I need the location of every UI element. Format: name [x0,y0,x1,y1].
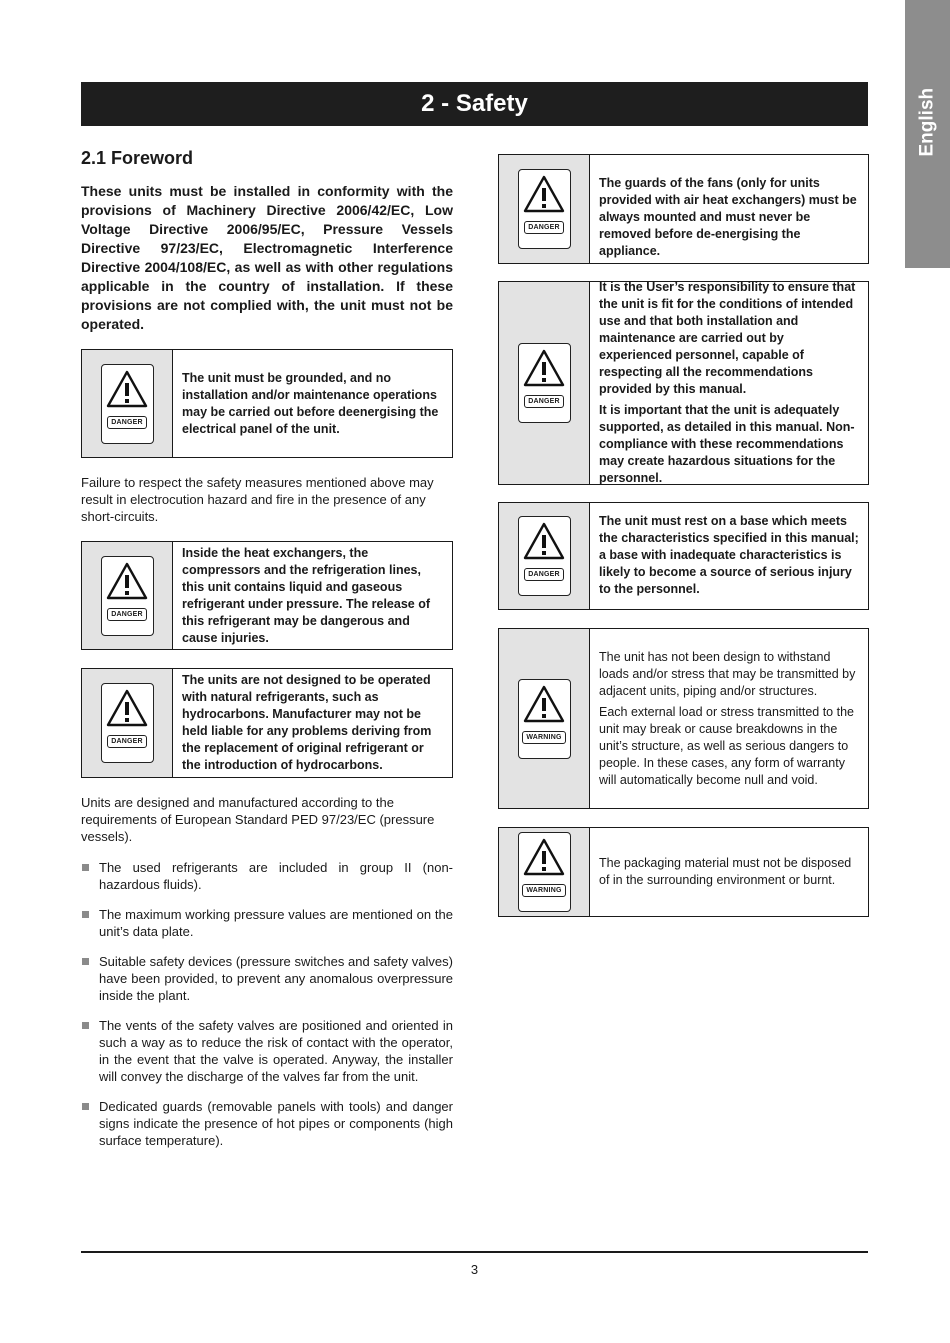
note-paragraph: The guards of the fans (only for units provided with air heat exchangers) must be always mounted and must never be removed before de-energising the appliance. [599,176,857,258]
square-bullet-icon [82,1022,89,1029]
note-icon-cell [82,542,173,649]
danger-note-fan-guards [498,154,869,264]
note-text [590,282,868,484]
warning-triangle-icon [105,369,149,409]
danger-sign [518,169,571,249]
chapter-title-bar [81,82,868,126]
note-text [173,669,452,777]
note-text [590,629,868,808]
square-bullet-icon [82,864,89,871]
note-text [590,828,868,916]
note-text [173,542,452,649]
language-tab [905,0,950,268]
warning-triangle-icon [522,837,566,877]
danger-sign [101,556,154,636]
note-paragraph: The unit must rest on a base which meets the characteristics specified in this manual; a base with inadequate characteristics is likely to become a source of serious injury to the personnel. [599,514,859,596]
sign-label: WARNING [522,884,565,897]
note-text [590,155,868,263]
square-bullet-icon [82,911,89,918]
section-heading: 2.1 Foreword [81,148,194,168]
square-bullet-icon [82,958,89,965]
danger-note-refrigerant [81,541,453,650]
list-item [81,906,453,940]
note-paragraph: The units are not designed to be operated with natural refrigerants, such as hydrocarbons. Manufacturer may not be held liable for any problems deriving from the replacement of original refrigerant or the introduction of hydrocarbons. [182,673,432,772]
danger-note-grounding [81,349,453,458]
warning-triangle-icon [105,561,149,601]
note-paragraph: The unit must be grounded, and no installation and/or maintenance operations may be carried out before deenergising the electrical panel of the unit. [182,370,439,436]
sign-label: DANGER [107,416,147,429]
right-column [498,154,869,917]
note-paragraph: Each external load or stress transmitted to the unit may break or cause breakdowns in the unit’s structure, as well as serious dangers to people. In these cases, any form of warranty will automatically become null and void. [599,704,854,787]
list-item-text: The vents of the safety valves are positioned and oriented in such a way as to reduce the risk of contact with the operator, in the event that the valve is operated. Anyway, the installer will convey the discharge of the valves far from the unit. [99,1018,453,1084]
warning-note-loads [498,628,869,809]
list-item [81,953,453,1004]
note-text [173,350,452,457]
failure-paragraph: Failure to respect the safety measures mentioned above may result in electrocution hazard and fire in the presence of any short-circuits. [81,475,434,524]
note-icon-cell [82,350,173,457]
note-paragraph: The packaging material must not be disposed of in the surrounding environment or burnt. [599,856,852,887]
danger-sign [518,516,571,596]
sign-label: DANGER [524,221,564,234]
danger-sign [518,343,571,423]
warning-sign [518,832,571,912]
danger-sign [101,364,154,444]
sign-label: DANGER [524,568,564,581]
sign-label: DANGER [107,608,147,621]
note-icon-cell [82,669,173,777]
sign-label: DANGER [107,735,147,748]
note-icon-cell [499,282,590,484]
danger-note-base [498,502,869,610]
list-item [81,1017,453,1085]
sign-label: DANGER [524,395,564,408]
list-item [81,1098,453,1149]
left-column [81,148,453,1162]
warning-triangle-icon [105,688,149,728]
note-text [590,503,868,609]
note-icon-cell [499,828,590,916]
page-number: 3 [470,1262,479,1277]
footer-rule [81,1251,868,1253]
note-icon-cell [499,155,590,263]
language-tab-label: English [916,87,938,157]
warning-sign [518,679,571,759]
list-item-text: Dedicated guards (removable panels with tools) and danger signs indicate the presence of hot pipes or components (high surface temperature). [99,1099,453,1148]
danger-note-user-responsibility [498,281,869,485]
list-item [81,859,453,893]
list-item-text: The used refrigerants are included in group II (non-hazardous fluids). [99,860,453,892]
warning-triangle-icon [522,521,566,561]
note-paragraph: The unit has not been design to withstand loads and/or stress that may be transmitted by adjacent units, piping and/or structures. [599,649,856,698]
danger-note-hydrocarbons [81,668,453,778]
chapter-title: 2 - Safety [421,90,528,117]
note-paragraph: It is the User’s responsibility to ensure that the unit is fit for the conditions of intended use and that both installation and maintenance are carried out by experienced personnel, capable of respecting all the recommendations provided by this manual. [599,280,856,396]
warning-triangle-icon [522,684,566,724]
note-paragraph: It is important that the unit is adequately supported, as detailed in this manual. Non-compliance with these recommendations may create hazardous situations for the personnel. [599,403,855,485]
note-icon-cell [499,503,590,609]
intro-paragraph: These units must be installed in conformity with the provisions of Machinery Directive 2006/42/EC, Low Voltage Directive 2006/95/EC, Pressure Vessels Directive 97/23/EC, Electromagnetic Interference Directive 2004/108/EC, as well as with other regulations applicable in the country of installation. If these provisions are not complied with, the unit must not be operated. [81,183,453,332]
ped-paragraph: Units are designed and manufactured according to the requirements of European Standard PED 97/23/EC (pressure vessels). [81,795,435,844]
warning-triangle-icon [522,174,566,214]
danger-sign [101,683,154,763]
note-icon-cell [499,629,590,808]
warning-triangle-icon [522,348,566,388]
sign-label: WARNING [522,731,565,744]
list-item-text: The maximum working pressure values are mentioned on the unit’s data plate. [99,907,453,939]
bullet-list [81,859,453,1149]
list-item-text: Suitable safety devices (pressure switches and safety valves) have been provided, to prevent any anomalous overpressure inside the plant. [99,954,453,1003]
note-paragraph: Inside the heat exchangers, the compressors and the refrigeration lines, this unit contains liquid and gaseous refrigerant under pressure. The release of this refrigerant may be dangerous and cause injuries. [182,545,431,645]
square-bullet-icon [82,1103,89,1110]
warning-note-packaging [498,827,869,917]
